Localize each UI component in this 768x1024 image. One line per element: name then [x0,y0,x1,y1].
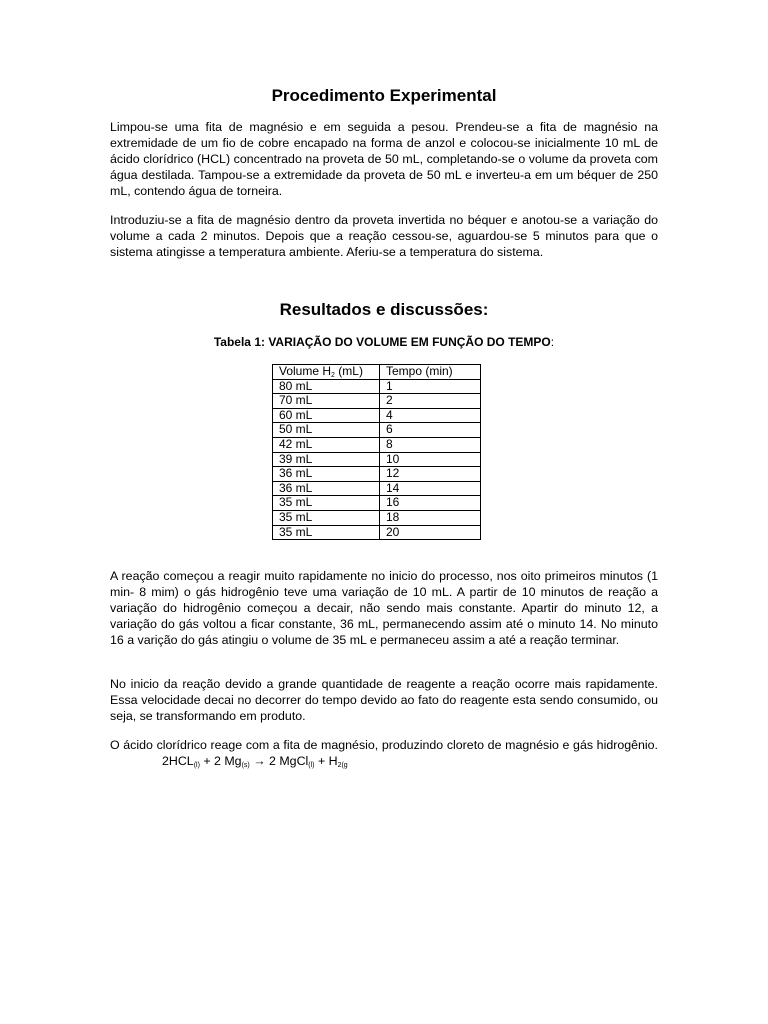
eq-term-2: + 2 Mg [199,754,242,768]
resultados-paragraph-2: No inicio da reação devido a grande quantidade de reagente a reação ocorre mais rapidamente. Essa velocidade decai no decorrer do tempo devido ao fato do reagente esta sendo consumido, ou seja, se transformando em produto. [110,677,658,723]
table-row [273,423,481,438]
cell-tempo: 20 [380,525,481,540]
cell-tempo: 10 [380,452,481,467]
cell-tempo: 6 [380,423,481,438]
cell-tempo: 2 [380,394,481,409]
resultados-paragraph-1: A reação começou a reagir muito rapidamente no inicio do processo, nos oito primeiros minutos (1 min- 8 mim) o gás hidrogênio teve uma variação de 10 mL. A partir de 10 minutos de reação a variação do hidrogênio começou a decair, não sendo mais constante. Apartir do minuto 12, a variação do gás voltou a ficar constante, 36 mL, permanecendo assim até o minuto 14. No minuto 16 a varição do gás atingiu o volume de 35 mL e permaneceu assim a até a reação terminar. [110,569,658,647]
procedimento-paragraph-2: Introduziu-se a fita de magnésio dentro da proveta invertida no béquer e anotou-se a variação do volume a cada 2 minutos. Depois que a reação cessou-se, aguardou-se 5 minutos para que o sistema atingisse a temperatura ambiente. Aferiu-se a temperatura do sistema. [110,213,658,259]
table-row [273,379,481,394]
table-row [273,496,481,511]
table-caption-suffix: : [550,335,555,349]
header-tempo: Tempo (min) [380,365,481,380]
cell-volume: 42 mL [273,437,380,452]
reaction-arrow-icon: → [249,754,270,768]
table-row [273,467,481,482]
cell-volume: 35 mL [273,496,380,511]
eq-state-2: (s) [241,762,250,769]
table-caption [110,335,658,349]
header-volume-sub: 2 [331,372,335,379]
cell-tempo: 14 [380,481,481,496]
table-row [273,408,481,423]
eq-state-1: (l) [193,762,200,769]
table-row [273,510,481,525]
procedimento-title: Procedimento Experimental [271,86,497,105]
eq-state-4: 2(g [337,762,348,769]
reaction-description: O ácido clorídrico reage com a fita de magnésio, produzindo cloreto de magnésio e gás hidrogênio. [110,738,658,752]
cell-volume: 80 mL [273,379,380,394]
resultados-paragraph-3 [110,737,658,769]
cell-volume: 35 mL [273,525,380,540]
cell-volume: 39 mL [273,452,380,467]
cell-volume: 50 mL [273,423,380,438]
cell-volume: 70 mL [273,394,380,409]
table-caption-text: Tabela 1: VARIAÇÃO DO VOLUME EM FUNÇÃO DO TEMPO [213,335,551,349]
cell-volume: 36 mL [273,467,380,482]
table-row [273,394,481,409]
table-header-row [273,365,481,380]
cell-tempo: 1 [380,379,481,394]
header-volume-pre: Volume H [279,364,332,378]
table-row [273,437,481,452]
eq-term-4: + H [314,754,338,768]
cell-volume: 36 mL [273,481,380,496]
header-volume [273,365,380,380]
resultados-title: Resultados e discussões: [279,300,489,319]
cell-tempo: 8 [380,437,481,452]
table-row [273,525,481,540]
volume-time-table [272,364,481,540]
chemical-equation [162,754,348,768]
eq-term-3: 2 MgCl [269,754,309,768]
cell-tempo: 18 [380,510,481,525]
eq-state-3: (l) [308,762,315,769]
table-row [273,481,481,496]
cell-tempo: 12 [380,467,481,482]
eq-term-1: 2HCL [162,754,194,768]
header-volume-post: (mL) [334,364,363,378]
cell-tempo: 16 [380,496,481,511]
cell-volume: 35 mL [273,510,380,525]
table-row [273,452,481,467]
cell-tempo: 4 [380,408,481,423]
cell-volume: 60 mL [273,408,380,423]
procedimento-paragraph-1: Limpou-se uma fita de magnésio e em seguida a pesou. Prendeu-se a fita de magnésio na extremidade de um fio de cobre encapado na forma de anzol e colocou-se inicialmente 10 mL de ácido clorídrico (HCL) concentrado na proveta de 50 mL, completando-se o volume da proveta com água destilada. Tampou-se a extremidade da proveta de 50 mL e inverteu-a em um béquer de 250 mL, contendo água de torneira. [110,120,658,198]
